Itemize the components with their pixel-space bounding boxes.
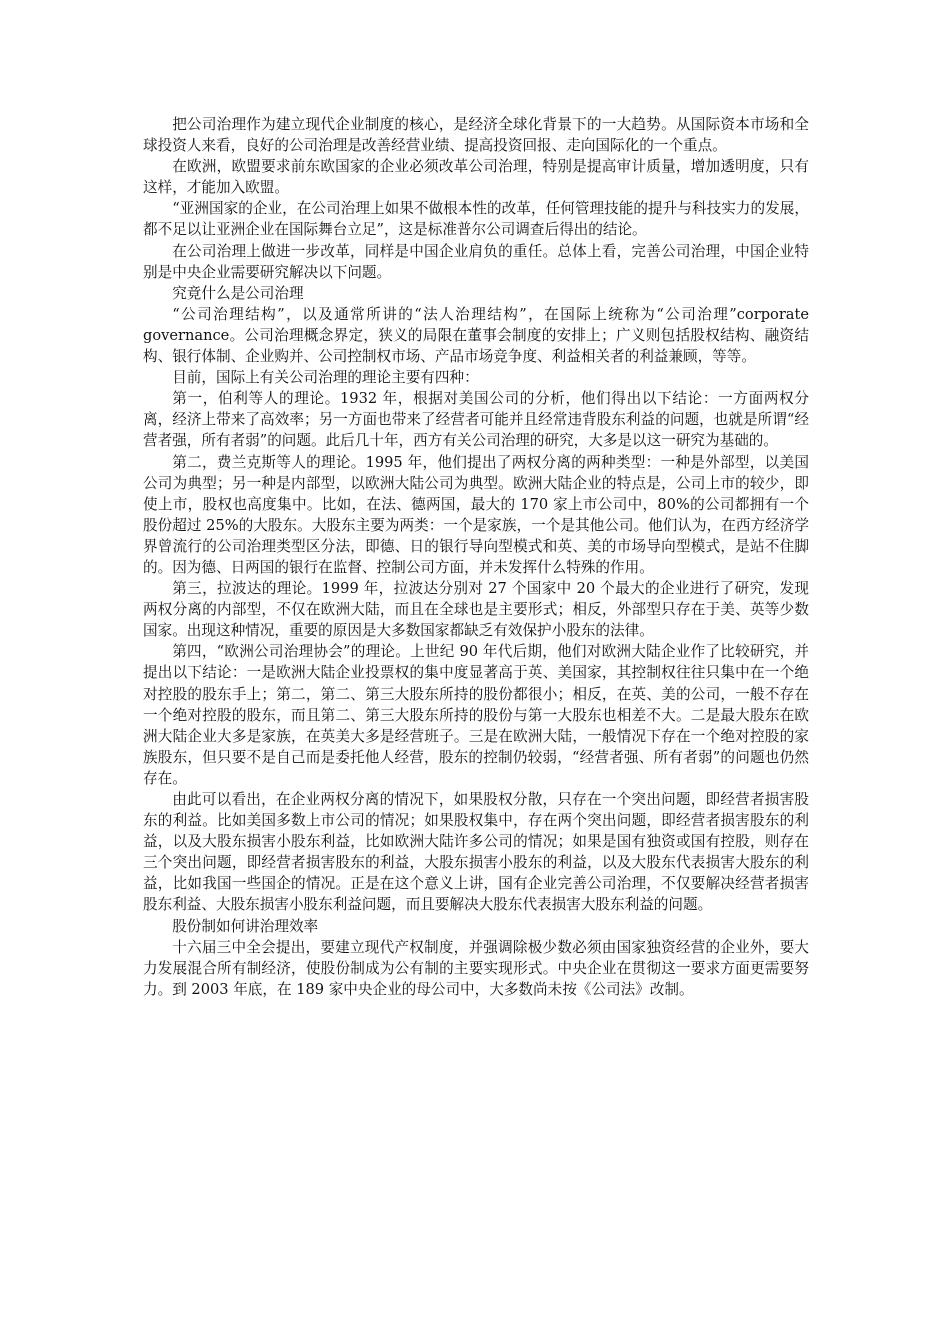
paragraph-theory-three: 第三，拉波达的理论。1999 年，拉波达分别对 27 个国家中 20 个最大的企业进行了研究，发现两权分离的内部型，不仅在欧洲大陆，而且在全球也是主要形式；相反，外部型只存在于美、英等少数国家。出现这种情况，重要的原因是大多数国家都缺乏有效保护小股东的法律。	[143, 580, 809, 640]
paragraph-trend: 把公司治理作为建立现代企业制度的核心，是经济全球化背景下的一大趋势。从国际资本市场和全球投资人来看，良好的公司治理是改善经营业绩、提高投资回报、走向国际化的一个重点。	[143, 116, 809, 155]
paragraph-theory-two: 第二，费兰克斯等人的理论。1995 年，他们提出了两权分离的两种类型：一种是外部型，以美国公司为典型；另一种是内部型，以欧洲大陆公司为典型。欧洲大陆企业的特点是，公司上市的较少，即使上市，股权也高度集中。比如，在法、德两国，最大的 170 家上市公司中，80%的公司都拥有一个股份超过 25%的大股东。大股东主要为两类：一个是家族，一个是其他公司。他们认为，在西方经济学界曾流行的公司治理类型区分法，即德、日的银行导向型模式和英、美的市场导向型模式，是站不住脚的。因为德、日两国的银行在监督、控制公司方面，并未发挥什么特殊的作用。	[143, 453, 809, 576]
section-heading-shareholding-efficiency: 股份制如何讲治理效率	[172, 917, 319, 935]
paragraph-definition: “公司治理结构”，以及通常所讲的“法人治理结构”，在国际上统称为“公司治理”corporate governance。公司治理概念界定，狭义的局限在董事会制度的安排上；广义则包括股权结构、融资结构、银行体制、企业购并、公司控制权市场、产品市场竞争度、利益相关者的利益兼顾，等等。	[143, 305, 809, 366]
paragraph-theory-one: 第一，伯利等人的理论。1932 年，根据对美国公司的分析，他们得出以下结论：一方面两权分离，经济上带来了高效率；另一方面也带来了经营者可能并且经常违背股东利益的问题，也就是所谓“经营者强，所有者弱”的问题。此后几十年，西方有关公司治理的研究，大多是以这一研究为基础的。	[143, 390, 809, 450]
paragraph-four-theories-intro: 目前，国际上有关公司治理的理论主要有四种：	[172, 369, 479, 387]
paragraph-europe: 在欧洲，欧盟要求前东欧国家的企业必须改革公司治理，特别是提高审计质量，增加透明度，只有这样，才能加入欧盟。	[143, 158, 809, 197]
paragraph-china-reform: 在公司治理上做进一步改革，同样是中国企业肩负的重任。总体上看，完善公司治理，中国企业特别是中央企业需要研究解决以下问题。	[143, 242, 809, 281]
document-page	[143, 114, 809, 1000]
paragraph-theory-four: 第四，“欧洲公司治理协会”的理论。上世纪 90 年代后期，他们对欧洲大陆企业作了比较研究，并提出以下结论：一是欧洲大陆企业投票权的集中度显著高于英、美国家，其控制权往往只集中在一个绝对控股的股东手上；第二，第二、第三大股东所持的股份都很小；相反，在英、美的公司，一般不存在一个绝对控股的股东，而且第二、第三大股东所持的股份与第一大股东也相差不大。二是最大股东在欧洲大陆企业大多是家族，在英美大多是经营班子。三是在欧洲大陆，一般情况下存在一个绝对控股的家族股东，但只要不是自己而是委托他人经营，股东的控制仍较弱，“经营者强、所有者弱”的问题也仍然存在。	[143, 643, 809, 787]
paragraph-analysis: 由此可以看出，在企业两权分离的情况下，如果股权分散，只存在一个突出问题，即经营者损害股东的利益。比如美国多数上市公司的情况；如果股权集中，存在两个突出问题，即经营者损害股东的利益，以及大股东损害小股东利益，比如欧洲大陆许多公司的情况；如果是国有独资或国有控股，则存在三个突出问题，即经营者损害股东的利益，大股东损害小股东的利益，以及大股东代表损害大股东的利益，比如我国一些国企的情况。正是在这个意义上讲，国有企业完善公司治理，不仅要解决经营者损害股东利益、大股东损害小股东利益问题，而且要解决大股东代表损害大股东利益的问题。	[143, 791, 809, 914]
section-heading-what-is-governance: 究竟什么是公司治理	[172, 284, 304, 302]
paragraph-asia-quote: “亚洲国家的企业，在公司治理上如果不做根本性的改革，任何管理技能的提升与科技实力的发展，都不足以让亚洲企业在国际舞台立足”，这是标准普尔公司调查后得出的结论。	[143, 200, 809, 239]
paragraph-third-plenum: 十六届三中全会提出，要建立现代产权制度，并强调除极少数必须由国家独资经营的企业外，要大力发展混合所有制经济，使股份制成为公有制的主要实现形式。中央企业在贯彻这一要求方面更需要努力。到 2003 年底，在 189 家中央企业的母公司中，大多数尚未按《公司法》改制。	[143, 938, 809, 998]
